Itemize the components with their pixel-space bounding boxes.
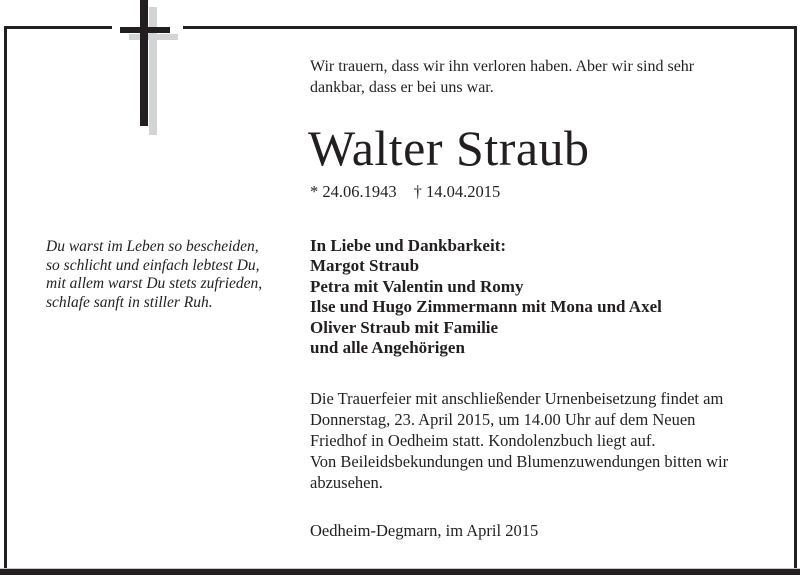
verse-line: so schlicht und einfach lebtest Du, — [46, 256, 260, 274]
birth-date: * 24.06.1943 — [310, 182, 397, 201]
funeral-line: Friedhof in Oedheim statt. Kondolenzbuch liegt auf. — [310, 431, 656, 450]
closing-line: Oedheim-Degmarn, im April 2015 — [310, 521, 539, 540]
deceased-name: Walter Straub — [308, 120, 590, 176]
frame-border-right — [794, 26, 797, 571]
funeral-line: Donnerstag, 23. April 2015, um 14.00 Uhr auf dem Neuen — [310, 410, 696, 429]
family-line: Margot Straub — [310, 256, 420, 276]
cross-vertical-bar — [140, 0, 148, 126]
cross-horizontal-bar — [120, 27, 170, 33]
intro-line: dankbar, dass er bei uns war. — [310, 79, 494, 96]
funeral-line: Die Trauerfeier mit anschließender Urnenbeisetzung findet am — [310, 389, 724, 408]
intro-text — [310, 56, 694, 98]
family-list — [310, 236, 662, 358]
funeral-line: Von Beileidsbekundungen und Blumenzuwendungen bitten wir — [310, 452, 729, 471]
family-line: Ilse und Hugo Zimmermann mit Mona und Axel — [310, 297, 662, 317]
frame-border-left — [4, 26, 7, 571]
frame-border-top-right-segment — [183, 26, 797, 29]
memorial-verse — [46, 238, 262, 312]
intro-line: Wir trauern, dass wir ihn verloren haben. Aber wir sind sehr — [310, 58, 695, 75]
bottom-rule — [0, 569, 800, 575]
death-date: † 14.04.2015 — [413, 182, 501, 201]
life-dates — [310, 182, 500, 202]
funeral-info — [310, 388, 728, 493]
family-line: Petra mit Valentin und Romy — [310, 276, 524, 296]
family-line: In Liebe und Dankbarkeit: — [310, 236, 507, 255]
frame-border-top-left-segment — [4, 26, 112, 29]
cross-shadow-horizontal-bar — [129, 34, 178, 40]
family-line: Oliver Straub mit Familie — [310, 317, 499, 337]
family-line: und alle Angehörigen — [310, 338, 465, 358]
funeral-line: abzusehen. — [310, 473, 383, 492]
verse-line: mit allem warst Du stets zufrieden, — [46, 275, 263, 293]
verse-line: schlafe sanft in stiller Ruh. — [46, 293, 213, 311]
verse-line: Du warst im Leben so bescheiden, — [46, 238, 259, 255]
